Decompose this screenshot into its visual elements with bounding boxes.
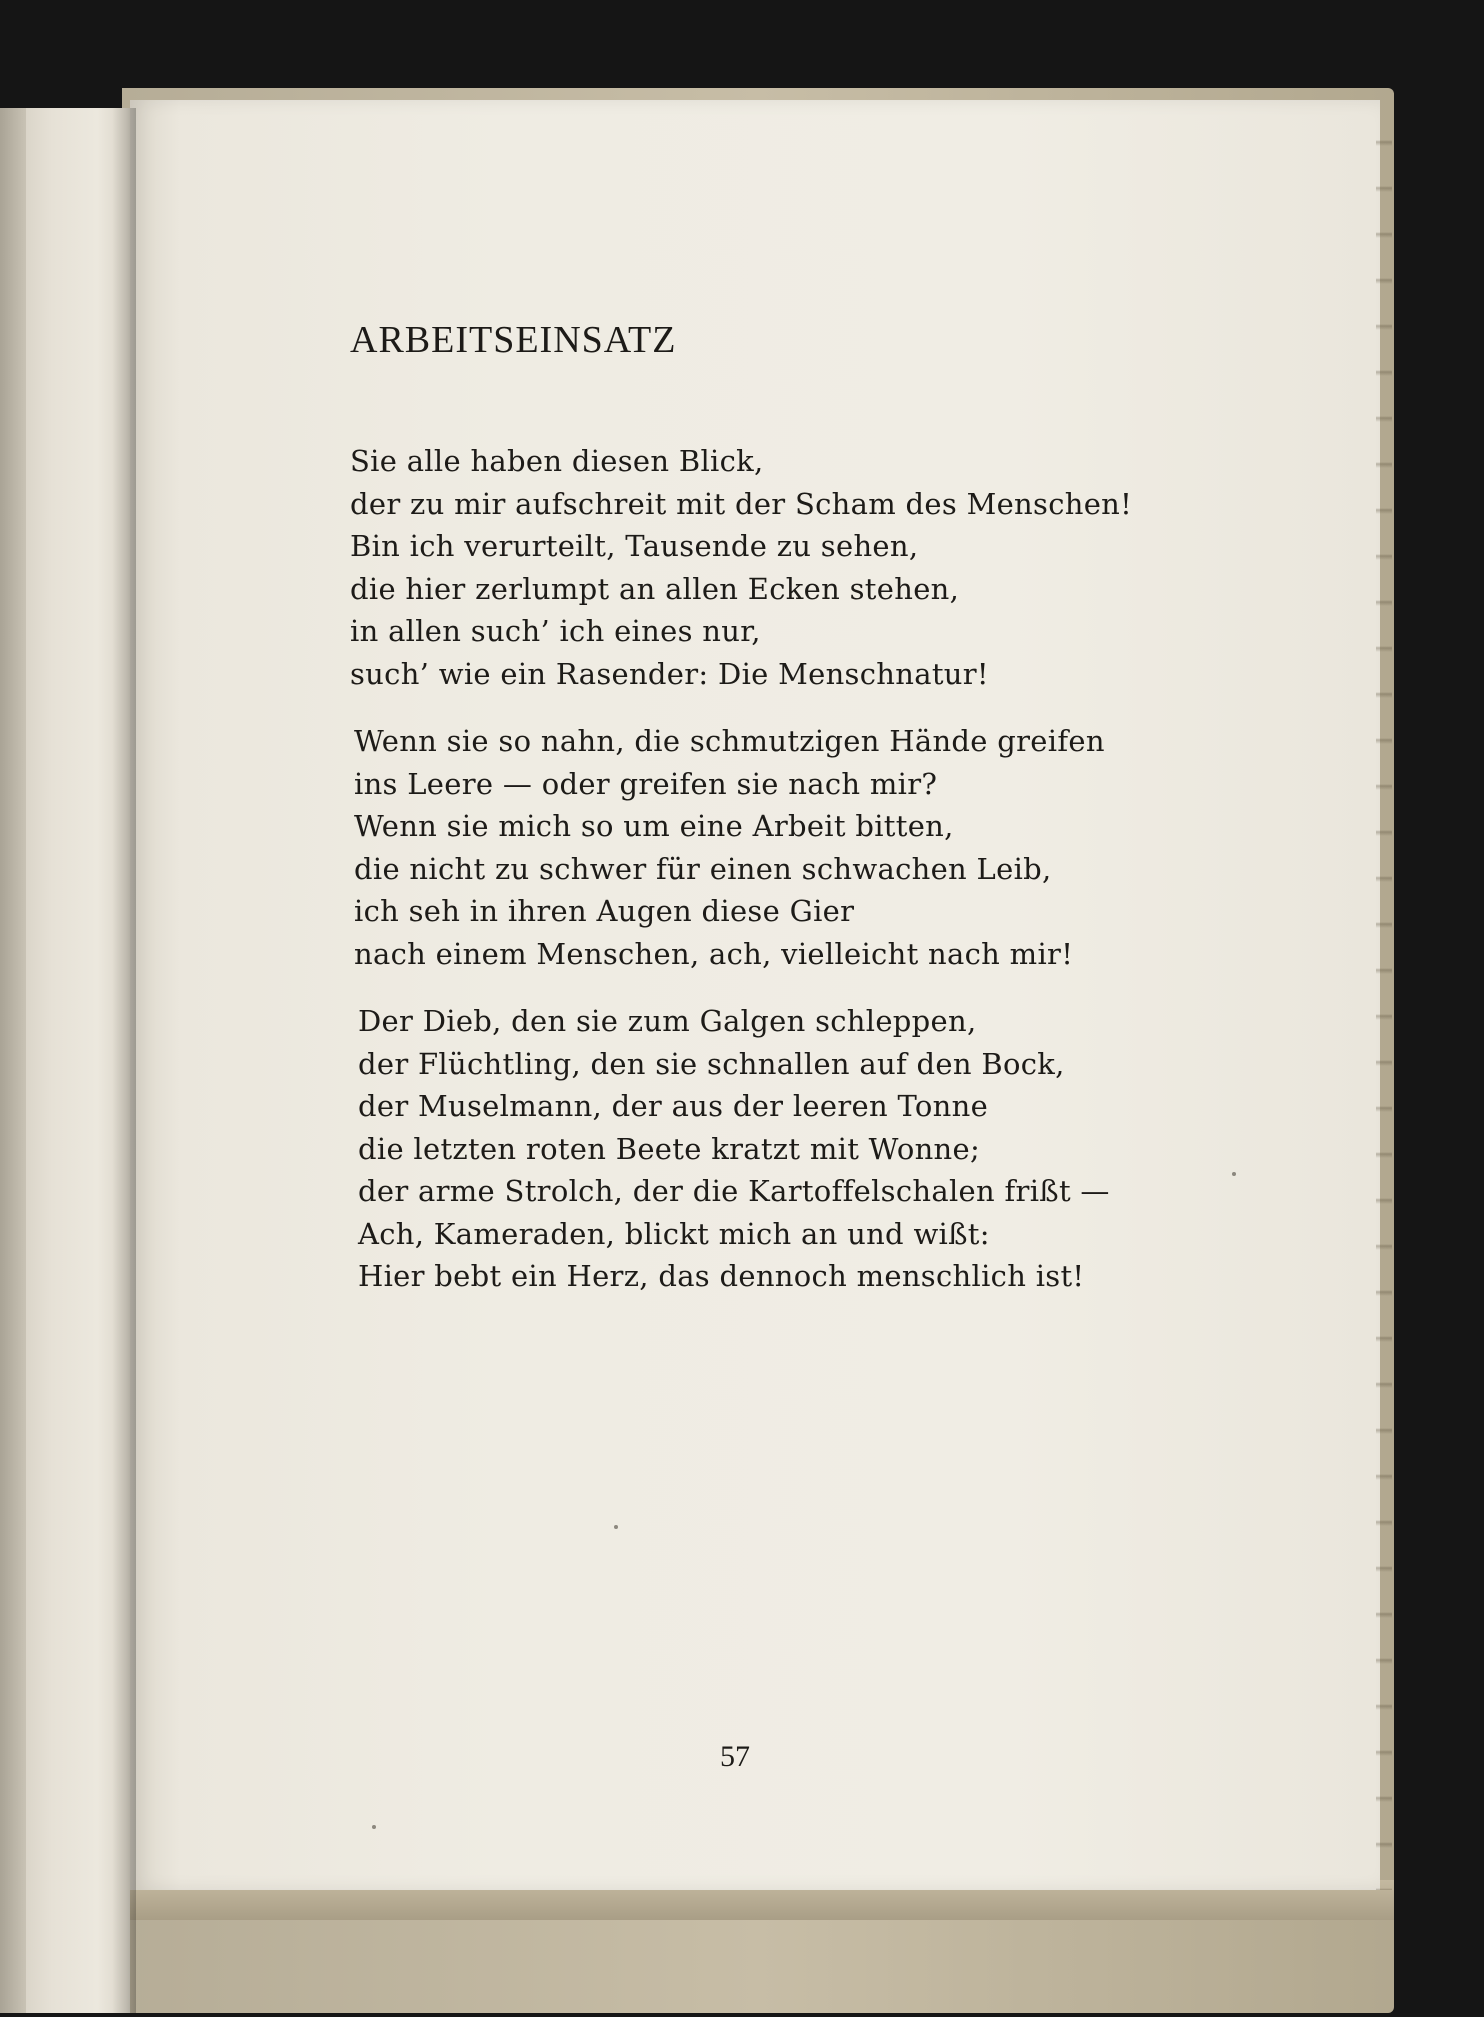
verse-line: ins Leere — oder greifen sie nach mir? (354, 766, 938, 801)
stanza-1 (350, 440, 1132, 695)
spine-shadow (112, 108, 136, 2013)
verse-line: Hier bebt ein Herz, das dennoch menschlich ist! (358, 1259, 1085, 1293)
poem-title: ARBEITSEINSATZ (350, 319, 677, 361)
verse-line: die letzten roten Beete kratzt mit Wonne; (358, 1131, 981, 1166)
verse-line: Der Dieb, den sie zum Galgen schleppen, (358, 1004, 977, 1038)
verse-line: such’ wie ein Rasender: Die Menschnatur! (350, 656, 989, 691)
verse-line: Wenn sie mich so um eine Arbeit bitten, (354, 809, 954, 843)
verse-line: der arme Strolch, der die Kartoffelschalen frißt — (358, 1174, 1110, 1208)
verse-line: Wenn sie so nahn, die schmutzigen Hände greifen (354, 724, 1105, 758)
verse-line: Sie alle haben diesen Blick, (350, 444, 764, 478)
paper-speck (1232, 1172, 1236, 1176)
page-number: 57 (720, 1740, 750, 1773)
verse-line: nach einem Menschen, ach, vielleicht nach mir! (354, 936, 1074, 971)
verse-line: der Flüchtling, den sie schnallen auf den Bock, (358, 1046, 1065, 1081)
verse-line: Ach, Kameraden, blickt mich an und wißt: (358, 1216, 990, 1251)
verse-line: der zu mir aufschreit mit der Scham des Menschen! (350, 486, 1133, 521)
right-page (130, 100, 1380, 1890)
verse-line: die hier zerlumpt an allen Ecken stehen, (350, 571, 960, 606)
stanza-2 (354, 720, 1105, 975)
stanza-3 (358, 1000, 1110, 1298)
board-wear-marks (1376, 100, 1392, 1890)
paper-speck (372, 1825, 376, 1829)
verse-line: ich seh in ihren Augen diese Gier (354, 894, 855, 928)
verse-line: in allen such’ ich eines nur, (350, 614, 761, 648)
left-cover-edge (0, 108, 26, 2013)
verse-line: Bin ich verurteilt, Tausende zu sehen, (350, 529, 919, 563)
page-content (130, 100, 1380, 1890)
verse-line: die nicht zu schwer für einen schwachen Leib, (354, 851, 1052, 886)
verse-line: der Muselmann, der aus der leeren Tonne (358, 1089, 989, 1123)
paper-speck (614, 1525, 618, 1529)
